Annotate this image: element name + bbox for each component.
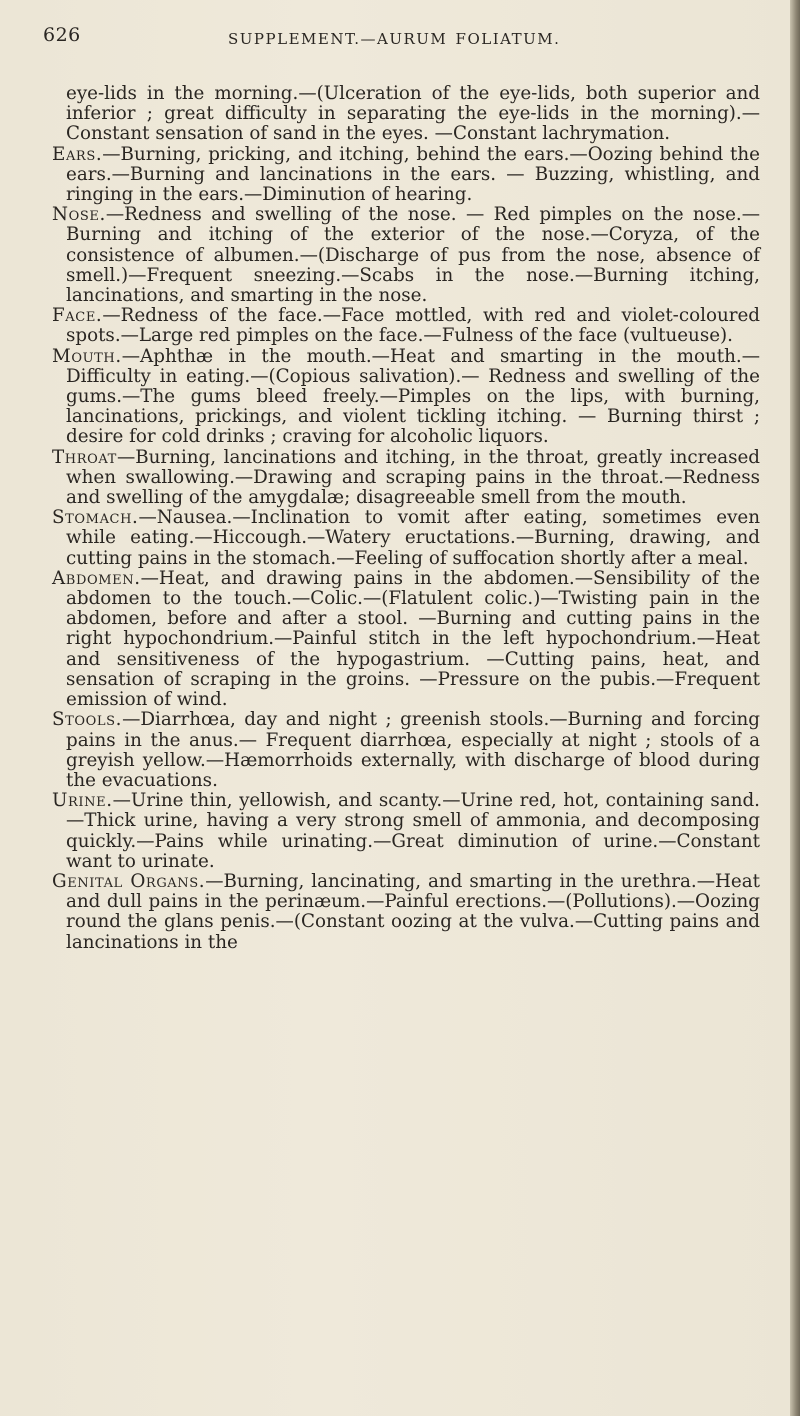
paragraph-text: —Heat, and drawing pains in the abdomen.—Sensibility of the abdomen to the touch.—Colic.—(Flatulent colic.)—Twisting pain in the abdomen, before and after a stool. —Burning and cutting pains in the right hypochondrium.—Painful stitch in the left hypochondrium.—Heat and sensitiveness of the hypogastrium. —Cutting pains, heat, and sensation of scraping in the groins. —Pressure on the pubis.—Frequent emission of wind. xyxy=(66,567,760,711)
section-heading: Mouth. xyxy=(52,345,122,367)
page-number: 626 xyxy=(43,24,81,46)
paragraph-nose xyxy=(52,205,760,306)
paragraph-urine xyxy=(52,791,760,872)
paragraph-text: —Burning, pricking, and itching, behind the ears.—Oozing behind the ears.—Burning and lancinations in the ears. — Buzzing, whistling, and ringing in the ears.—Diminution of hearing. xyxy=(66,143,760,206)
paragraph-text: —Diarrhœa, day and night ; greenish stools.—Burning and forcing pains in the anus.— Frequent diarrhœa, especially at night ; stools of a greyish yellow.—Hæmorrhoids externally, with discharge of blood during the evacuations. xyxy=(66,709,760,791)
paragraph-abdomen xyxy=(52,569,760,710)
paragraph-text: —Redness and swelling of the nose. — Red pimples on the nose.—Burning and itching of the exterior of the nose.—Coryza, of the consistence of albumen.—(Discharge of pus from the nose, absence of smell.)—Frequent sneezing.—Scabs in the nose.—Burning itching, lancinations, and smarting in the nose. xyxy=(66,204,760,307)
paragraph-stools xyxy=(52,710,760,791)
paragraph-text: —Burning, lancinating, and smarting in the urethra.—Heat and dull pains in the perinæum.—Painful erections.—(Pollutions).—Oozing round the glans penis.—(Constant oozing at the vulva.—Cutting pains and lancinations in the xyxy=(66,870,760,953)
paragraph-text: —Burning, lancinations and itching, in the throat, greatly increased when swallowing.—Drawing and scraping pains in the throat.—Redness and swelling of the amygdalæ; disagreeable smell from the mouth. xyxy=(66,446,760,509)
section-heading: Nose. xyxy=(52,204,106,226)
section-heading: Face. xyxy=(52,305,103,327)
paragraph-text: eye-lids in the morning.—(Ulceration of the eye-lids, both superior and inferior ; great difficulty in separating the eye-lids in the morning).—Constant sensation of sand in the eyes. —Constant lachrymation. xyxy=(66,83,760,145)
paragraph-mouth xyxy=(52,347,760,448)
paragraph-ears xyxy=(52,145,760,206)
paragraph-genital-organs xyxy=(52,872,760,953)
section-heading: Ears. xyxy=(52,143,103,165)
body-text xyxy=(52,84,760,953)
section-heading: Stools. xyxy=(52,709,123,731)
section-heading: Genital Organs. xyxy=(52,870,206,892)
section-heading: Abdomen. xyxy=(52,567,141,589)
paragraph-text: —Nausea.—Inclination to vomit after eating, sometimes even while eating.—Hiccough.—Watery eructations.—Burning, drawing, and cutting pains in the stomach.—Feeling of suffocation shortly after a meal. xyxy=(66,507,760,569)
paragraph-text: —Redness of the face.—Face mottled, with red and violet-coloured spots.—Large red pimples on the face.—Fulness of the face (vultueuse). xyxy=(66,305,760,347)
section-heading: Throat xyxy=(52,446,117,468)
paragraph-eyes-continued xyxy=(52,84,760,145)
book-spine-shadow xyxy=(790,0,800,1416)
paragraph-face xyxy=(52,306,760,346)
running-head: SUPPLEMENT.—AURUM FOLIATUM. xyxy=(228,30,561,48)
section-heading: Urine. xyxy=(52,790,113,812)
paragraph-stomach xyxy=(52,508,760,569)
paragraph-text: —Urine thin, yellowish, and scanty.—Urine red, hot, containing sand.—Thick urine, having a very strong smell of ammonia, and decomposing quickly.—Pains while urinating.—Great diminution of urine.—Constant want to urinate. xyxy=(66,790,760,872)
paragraph-text: —Aphthæ in the mouth.—Heat and smarting in the mouth.—Difficulty in eating.—(Copious salivation).— Redness and swelling of the gums.—The gums bleed freely.—Pimples on the lips, with burning, lancinations, prickings, and violent tickling itching. — Burning thirst ; desire for cold drinks ; craving for alcoholic liquors. xyxy=(66,345,760,448)
paragraph-throat xyxy=(52,448,760,509)
section-heading: Stomach. xyxy=(52,507,139,529)
